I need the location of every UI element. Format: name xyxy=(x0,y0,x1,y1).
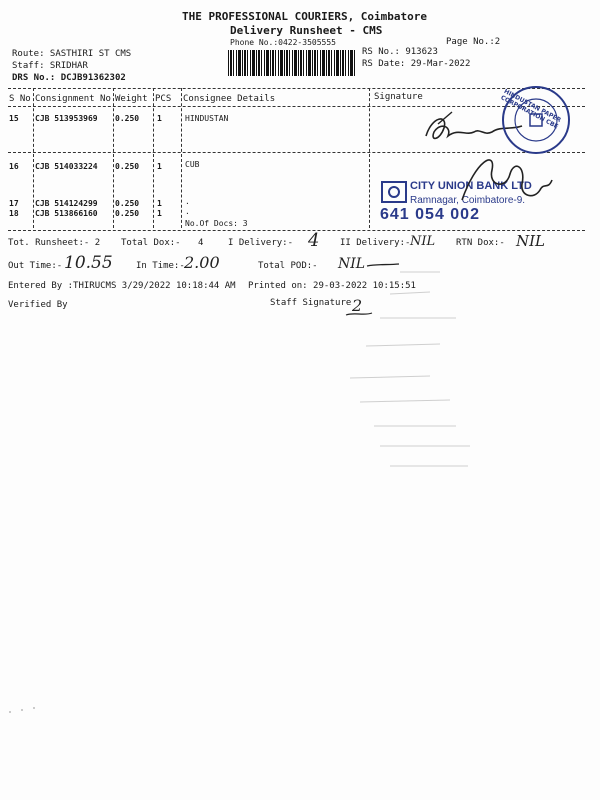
column-divider xyxy=(33,88,34,228)
drs-number: DRS No.: DCJB91362302 xyxy=(12,73,126,83)
route: Route: SASTHIRI ST CMS xyxy=(12,49,132,59)
header-consignment: Consignment No xyxy=(35,94,111,104)
phone-number: Phone No.:0422-3505555 xyxy=(230,38,336,47)
table-row-sno: 17 xyxy=(9,199,19,208)
table-row-consignee: . xyxy=(185,207,190,216)
table-bottom-rule xyxy=(8,230,585,231)
header-pcs: PCS xyxy=(155,94,172,104)
header-signature: Signature xyxy=(374,92,423,102)
header-sno: S No xyxy=(9,94,31,104)
scan-speckle xyxy=(4,700,44,720)
i-delivery-value: 4 xyxy=(308,230,320,251)
table-row-weight: 0.250 xyxy=(115,209,140,218)
table-row-pcs: 1 xyxy=(157,162,162,171)
total-pod-value: NIL xyxy=(338,256,366,272)
bank-stamp-branch: Ramnagar, Coimbatore-9. xyxy=(410,195,526,206)
tot-runsheet: Tot. Runsheet:- 2 xyxy=(8,238,101,248)
rtn-dox-value: NIL xyxy=(516,232,546,250)
table-row-consignee: . xyxy=(185,197,190,206)
column-divider xyxy=(369,88,370,228)
in-time-label: In Time:- xyxy=(136,261,185,271)
column-divider xyxy=(181,88,182,228)
table-row-consignment: CJB 514033224 xyxy=(35,162,98,171)
rs-number: RS No.: 913623 xyxy=(362,47,438,57)
table-row-consignee: CUB xyxy=(185,160,200,169)
total-dox-label: Total Dox:- xyxy=(121,238,181,248)
bank-logo-icon xyxy=(380,180,408,204)
table-row-pcs: 1 xyxy=(157,209,162,218)
column-divider xyxy=(113,88,114,228)
table-row-consignee: HINDUSTAN xyxy=(185,114,229,123)
table-row-weight: 0.250 xyxy=(115,162,140,171)
entered-by: Entered By :THIRUCMS 3/29/2022 10:18:44 AM xyxy=(8,281,236,291)
no-of-docs: No.Of Docs: 3 xyxy=(185,219,248,228)
table-row-sno: 18 xyxy=(9,209,19,218)
table-row-pcs: 1 xyxy=(157,114,162,123)
table-row-sno: 16 xyxy=(9,162,19,171)
header-consignee: Consignee Details xyxy=(183,94,276,104)
bank-stamp-name: CITY UNION BANK LTD xyxy=(410,180,532,192)
table-row-sno: 15 xyxy=(9,114,19,123)
printed-on: Printed on: 29-03-2022 10:15:51 xyxy=(248,281,416,291)
in-time-value: 2.00 xyxy=(184,253,220,272)
out-time-label: Out Time:- xyxy=(8,261,63,271)
i-delivery-label: I Delivery:- xyxy=(228,238,294,248)
document-title: Delivery Runsheet - CMS xyxy=(230,24,383,37)
hindustan-stamp-text: HINDUSTAN PAPER CORPORATION CBE xyxy=(499,88,563,131)
table-row-pcs: 1 xyxy=(157,199,162,208)
page-number: Page No.:2 xyxy=(446,37,501,47)
staff: Staff: SRIDHAR xyxy=(12,61,88,71)
company-name: THE PROFESSIONAL COURIERS, Coimbatore xyxy=(182,10,428,23)
ii-delivery-value: NIL xyxy=(410,234,436,249)
staff-signature-value: 2 xyxy=(352,296,363,315)
column-divider xyxy=(153,88,154,228)
table-row-consignment: CJB 513953969 xyxy=(35,114,98,123)
total-pod-label: Total POD:- xyxy=(258,261,318,271)
staff-signature-label: Staff Signature xyxy=(270,298,352,308)
out-time-value: 10.55 xyxy=(64,253,113,273)
rtn-dox-label: RTN Dox:- xyxy=(456,238,505,248)
verified-by: Verified By xyxy=(8,300,68,310)
table-row-consignment: CJB 513866160 xyxy=(35,209,98,218)
bank-stamp-code: 641 054 002 xyxy=(380,206,480,223)
rs-date: RS Date: 29-Mar-2022 xyxy=(362,59,471,69)
barcode-image xyxy=(228,50,356,76)
signature-scribble xyxy=(456,150,556,212)
table-row-weight: 0.250 xyxy=(115,199,140,208)
bleed-through-marks xyxy=(330,260,480,480)
total-dox-value: 4 xyxy=(198,238,204,248)
table-row-weight: 0.250 xyxy=(115,114,140,123)
table-top-rule xyxy=(8,88,585,89)
header-weight: Weight xyxy=(115,94,148,104)
table-row-consignment: CJB 514124299 xyxy=(35,199,98,208)
ii-delivery-label: II Delivery:- xyxy=(340,238,411,248)
